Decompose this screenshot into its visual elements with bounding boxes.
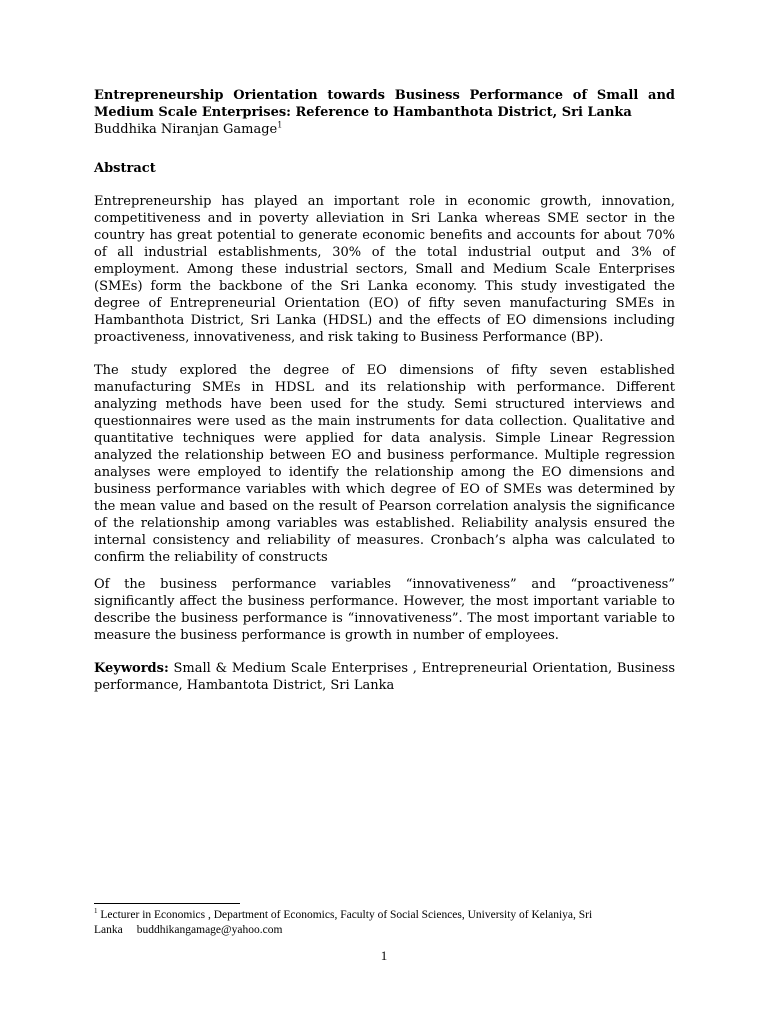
document-page [94,87,675,710]
footnote-mark: 1 [94,907,98,916]
paper-title: Entrepreneurship Orientation towards Business Performance of Small and Medium Scale Enterprises: Reference to Hambanthota District, Sri Lanka [94,88,675,120]
keywords-text: Small & Medium Scale Enterprises , Entrepreneurial Orientation, Business performance, Hambantota District, Sri Lanka [94,661,675,693]
keywords [94,660,675,694]
author-line [94,121,675,138]
abstract-heading: Abstract [94,161,156,176]
footnote-email: buddhikangamage@yahoo.com [136,924,283,936]
author-footnote-mark: 1 [277,120,283,130]
abstract-paragraph-2: The study explored the degree of EO dimensions of fifty seven established manufacturing SMEs in HDSL and its relationship with performance. Different analyzing methods have been used for the study. Semi structured interviews and questionnaires were used as the main instruments for data collection. Qualitative and quantitative techniques were applied for data analysis. Simple Linear Regression analyzed the relationship between EO and business performance. Multiple regression analyses were employed to identify the relationship among the EO dimensions and business performance variables with which degree of EO of SMEs was determined by the mean value and based on the result of Pearson correlation analysis the significance of the relationship among variables was established. Reliability analysis ensured the internal consistency and reliability of measures. Cronbach’s alpha was calculated to confirm the reliability of constructs [94,363,675,565]
keywords-label: Keywords: [94,661,169,676]
author-name: Buddhika Niranjan Gamage [94,122,278,137]
abstract-paragraph-1: Entrepreneurship has played an important role in economic growth, innovation, competitiveness and in poverty alleviation in Sri Lanka whereas SME sector in the country has great potential to generate economic benefits and accounts for about 70% of all industrial establishments, 30% of the total industrial output and 3% of employment. Among these industrial sectors, Small and Medium Scale Enterprises (SMEs) form the backbone of the Sri Lanka economy. This study investigated the degree of Entrepreneurial Orientation (EO) of fifty seven manufacturing SMEs in Hambanthota District, Sri Lanka (HDSL) and the effects of EO dimensions including proactiveness, innovativeness, and risk taking to Business Performance (BP). [94,194,675,345]
footnote-text: Lecturer in Economics , Department of Economics, Faculty of Social Sciences, University of Kelaniya, Sri Lanka [94,909,593,936]
abstract-paragraph-3: Of the business performance variables “innovativeness” and “proactiveness” significantly affect the business performance. However, the most important variable to describe the business performance is “innovativeness”. The most important variable to measure the business performance is growth in number of employees. [94,577,675,643]
footnote [94,908,675,938]
footnote-separator [94,903,240,904]
page-number: 1 [380,948,388,963]
